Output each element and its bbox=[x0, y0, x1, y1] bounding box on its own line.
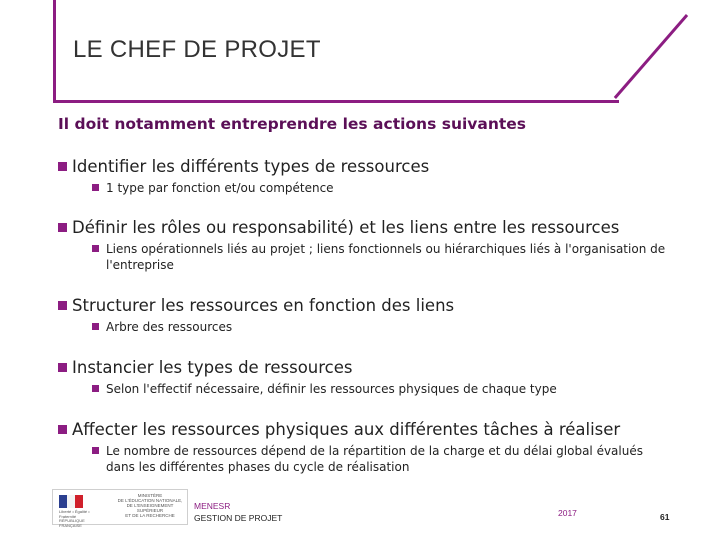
republic-motto: Liberté • Égalité • Fraternité RÉPUBLIQUE FRANÇAISE bbox=[59, 509, 90, 528]
bullet-square-icon bbox=[58, 425, 67, 434]
action-item-structure bbox=[58, 296, 454, 315]
footer-organization: MENESR bbox=[194, 501, 231, 511]
action-detail-text: 1 type par fonction et/ou compétence bbox=[106, 181, 334, 195]
bullet-square-icon bbox=[92, 447, 99, 454]
bullet-square-icon bbox=[92, 385, 99, 392]
action-item-define bbox=[58, 218, 619, 237]
bullet-square-icon bbox=[92, 245, 99, 252]
ministry-name: MINISTÈRE DE L'ÉDUCATION NATIONALE, DE L'ENSEIGNEMENT SUPÉRIEUR ET DE LA RECHERCHE bbox=[117, 493, 183, 518]
action-item-assign bbox=[58, 420, 620, 439]
action-item-label: Affecter les ressources physiques aux différentes tâches à réaliser bbox=[72, 420, 621, 439]
bullet-square-icon bbox=[58, 301, 67, 310]
action-detail-text: Liens opérationnels liés au projet ; liens fonctionnels ou hiérarchiques liés à l'organisation de l'entreprise bbox=[106, 242, 666, 272]
bullet-square-icon bbox=[58, 162, 67, 171]
title-frame-left-border bbox=[53, 0, 56, 103]
slide-subtitle: Il doit notamment entreprendre les actions suivantes bbox=[58, 115, 527, 133]
action-item-label: Identifier les différents types de ressources bbox=[72, 157, 430, 176]
action-detail-define bbox=[92, 241, 672, 273]
action-item-label: Structurer les ressources en fonction des liens bbox=[72, 296, 455, 315]
footer-year: 2017 bbox=[558, 508, 577, 518]
title-frame-corner-accent bbox=[614, 14, 688, 99]
action-detail-instantiate bbox=[92, 381, 672, 397]
action-detail-text: Selon l'effectif nécessaire, définir les ressources physiques de chaque type bbox=[106, 382, 557, 396]
action-detail-structure bbox=[92, 319, 672, 335]
action-item-instantiate bbox=[58, 358, 353, 377]
action-detail-text: Le nombre de ressources dépend de la répartition de la charge et du délai global évalués dans les différentes phases du cycle de réalisation bbox=[106, 444, 643, 474]
footer-document-title: GESTION DE PROJET bbox=[194, 513, 283, 523]
action-detail-identify bbox=[92, 180, 672, 196]
bullet-square-icon bbox=[58, 363, 67, 372]
title-frame-bottom-border bbox=[53, 100, 619, 103]
action-detail-text: Arbre des ressources bbox=[106, 320, 233, 334]
flag-icon bbox=[59, 495, 67, 508]
bullet-square-icon bbox=[58, 223, 67, 232]
bullet-square-icon bbox=[92, 184, 99, 191]
bullet-square-icon bbox=[92, 323, 99, 330]
action-item-identify bbox=[58, 157, 429, 176]
page-number: 61 bbox=[660, 512, 670, 522]
action-item-label: Définir les rôles ou responsabilité) et les liens entre les ressources bbox=[72, 218, 620, 237]
slide-title: LE CHEF DE PROJET bbox=[73, 36, 321, 63]
action-detail-assign bbox=[92, 443, 672, 475]
action-item-label: Instancier les types de ressources bbox=[72, 358, 353, 377]
ministry-logo bbox=[52, 489, 188, 528]
